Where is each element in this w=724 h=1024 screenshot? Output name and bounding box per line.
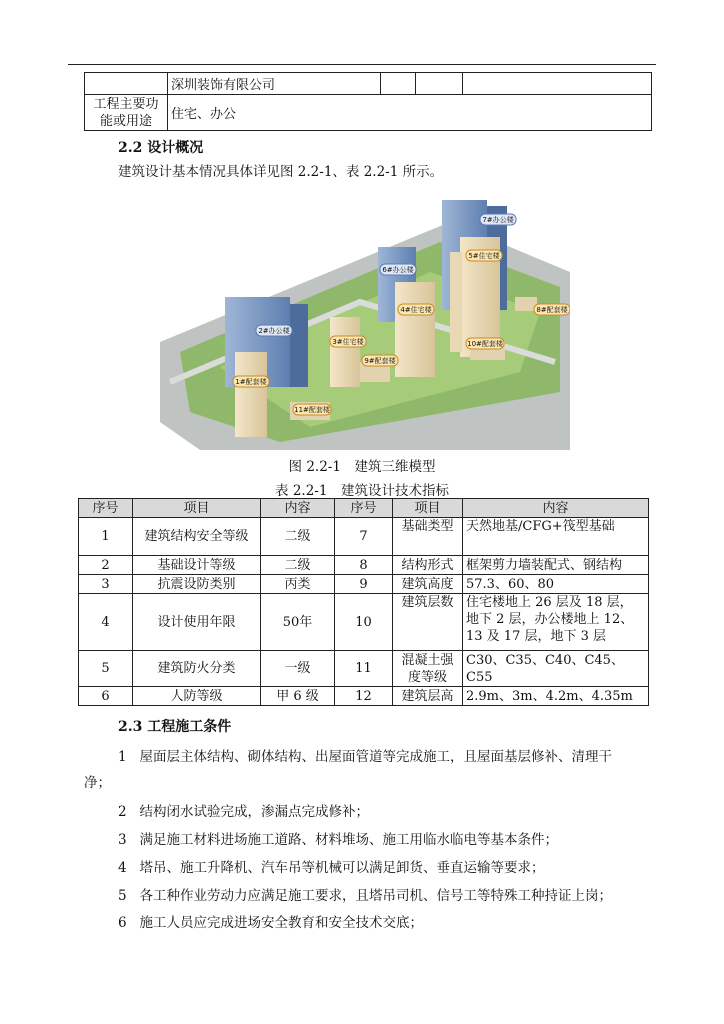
header-cell: 序号	[79, 499, 133, 518]
function-value: 住宅、办公	[168, 95, 652, 131]
list-number: 3	[118, 832, 127, 848]
list-text: 塔吊、施工升降机、汽车吊等机械可以满足卸货、垂直运输等要求；	[139, 860, 545, 876]
section-paragraph: 建筑设计基本情况具体详见图 2.2-1、表 2.2-1 所示。	[118, 164, 444, 180]
list-item	[118, 800, 369, 820]
table-cell: 天然地基/CFG+筏型基础	[463, 518, 649, 556]
table-cell: 9	[335, 575, 393, 594]
table-cell	[463, 73, 652, 95]
table-cell: 抗震设防类别	[133, 575, 261, 594]
table-cell: 57.3、60、80	[463, 575, 649, 594]
table-cell: 8	[335, 556, 393, 575]
header-cell: 内容	[261, 499, 335, 518]
table-cell: 4	[79, 594, 133, 651]
table-cell: 3	[79, 575, 133, 594]
table-row	[79, 518, 649, 556]
table-cell: 设计使用年限	[133, 594, 261, 651]
header-rule	[68, 64, 656, 65]
project-info-table	[84, 72, 652, 131]
table-cell: 结构形式	[393, 556, 463, 575]
table-cell	[416, 73, 463, 95]
label-3: 3#住宅楼	[332, 338, 364, 346]
header-cell: 内容	[463, 499, 649, 518]
table-row	[79, 687, 649, 706]
table-row	[85, 73, 652, 95]
table-cell: 住宅楼地上 26 层及 18 层，地下 2 层，办公楼地上 12、13 及 17 层，地下 3 层	[463, 594, 649, 651]
list-text: 各工种作业劳动力应满足施工要求，且塔吊司机、信号工等特殊工种持证上岗；	[139, 888, 612, 904]
table-cell: 2	[79, 556, 133, 575]
label-7: 7#办公楼	[482, 216, 514, 224]
table-cell: 基础设计等级	[133, 556, 261, 575]
table-cell: 基础类型	[393, 518, 463, 556]
table-cell: 框架剪力墙装配式、钢结构	[463, 556, 649, 575]
list-number: 1	[118, 749, 127, 765]
table-cell: 11	[335, 651, 393, 687]
list-item	[118, 884, 612, 904]
list-number: 4	[118, 860, 127, 876]
label-6: 6#办公楼	[382, 266, 414, 274]
table-caption: 表 2.2-1 建筑设计技术指标	[275, 483, 449, 499]
table-cell: 一级	[261, 651, 335, 687]
label-10: 10#配套楼	[467, 340, 503, 348]
label-4: 4#住宅楼	[400, 306, 432, 314]
table-cell: 建筑层数	[393, 594, 463, 651]
section-heading-2-3: 2.3 工程施工条件	[118, 719, 232, 735]
table-cell: 建筑高度	[393, 575, 463, 594]
table-cell: 人防等级	[133, 687, 261, 706]
table-row	[79, 594, 649, 651]
table-cell	[85, 73, 168, 95]
section-heading-2-2: 2.2 设计概况	[118, 140, 204, 156]
table-cell: 50年	[261, 594, 335, 651]
table-cell: 2.9m、3m、4.2m、4.35m	[463, 687, 649, 706]
table-cell: 5	[79, 651, 133, 687]
figure-caption: 图 2.2-1 建筑三维模型	[288, 459, 436, 475]
design-indicators-table	[78, 498, 649, 706]
label-1: 1#配套楼	[235, 378, 267, 386]
table-row	[79, 651, 649, 687]
list-text: 屋面层主体结构、砌体结构、出屋面管道等完成施工，且屋面基层修补、清理干	[139, 749, 612, 765]
label-11: 11#配套楼	[294, 406, 330, 414]
table-cell: 丙类	[261, 575, 335, 594]
list-item	[118, 856, 544, 876]
table-cell: 12	[335, 687, 393, 706]
table-row	[79, 575, 649, 594]
list-text: 结构闭水试验完成，渗漏点完成修补；	[139, 804, 369, 820]
list-item	[118, 828, 558, 848]
header-cell: 序号	[335, 499, 393, 518]
building-3d-model-image	[160, 192, 570, 450]
list-text: 满足施工材料进场施工道路、材料堆场、施工用临水临电等基本条件；	[139, 832, 558, 848]
table-cell: 1	[79, 518, 133, 556]
label-8: 8#配套楼	[536, 306, 568, 314]
list-number: 6	[118, 915, 127, 931]
table-cell: 建筑防火分类	[133, 651, 261, 687]
list-text: 施工人员应完成进场安全教育和安全技术交底；	[139, 915, 423, 931]
table-header-row	[79, 499, 649, 518]
label-9: 9#配套楼	[364, 357, 396, 365]
company-name: 深圳装饰有限公司	[168, 73, 381, 95]
table-cell: 6	[79, 687, 133, 706]
table-cell: 7	[335, 518, 393, 556]
table-row	[79, 556, 649, 575]
table-cell: 二级	[261, 556, 335, 575]
list-item	[118, 911, 423, 931]
table-cell: 建筑层高	[393, 687, 463, 706]
building-model-svg	[160, 192, 570, 450]
table-row	[85, 95, 652, 131]
table-cell: C30、C35、C40、C45、C55	[463, 651, 649, 687]
table-cell: 建筑结构安全等级	[133, 518, 261, 556]
label-5: 5#住宅楼	[468, 252, 500, 260]
function-label: 工程主要功能或用途	[85, 95, 168, 131]
table-cell	[381, 73, 416, 95]
table-cell: 二级	[261, 518, 335, 556]
list-item	[118, 745, 612, 765]
table-cell: 甲 6 级	[261, 687, 335, 706]
list-number: 2	[118, 804, 127, 820]
table-cell: 10	[335, 594, 393, 651]
table-cell: 混凝土强度等级	[393, 651, 463, 687]
header-cell: 项目	[393, 499, 463, 518]
list-continuation: 净；	[84, 775, 111, 791]
label-2: 2#办公楼	[258, 327, 290, 335]
header-cell: 项目	[133, 499, 261, 518]
list-number: 5	[118, 888, 127, 904]
